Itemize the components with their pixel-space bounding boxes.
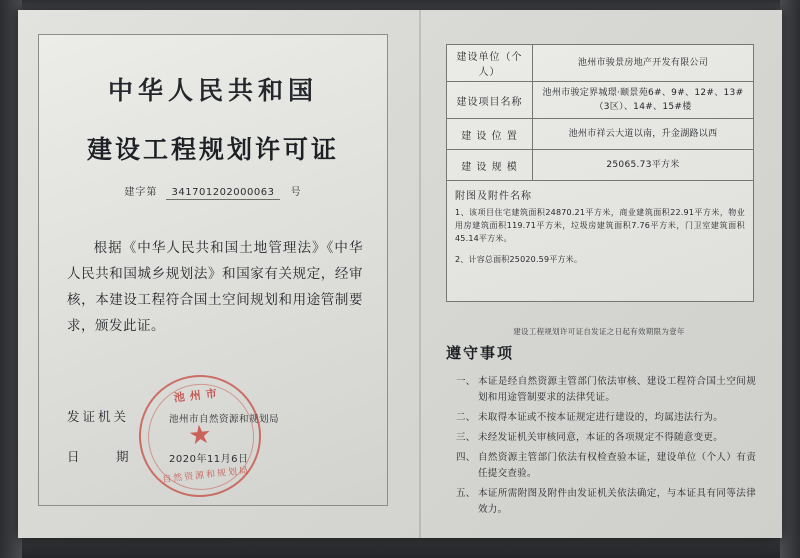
row-value: 池州市祥云大道以南，升金湖路以西 (568, 129, 718, 139)
row-label: 建设单位（个人） (447, 45, 533, 81)
issuer-value: 池州市自然资源和规划局 (169, 414, 280, 425)
permit-number-value: 341701202000063 (166, 187, 281, 200)
rule-text: 未经发证机关审核同意，本证的各项规定不得随意变更。 (478, 432, 724, 443)
attachment-header: 附图及附件名称 (455, 191, 532, 202)
page-fold-line (419, 10, 421, 538)
table-row (447, 82, 753, 119)
date-value: 2020年11月6日 (169, 454, 249, 465)
document-right-page (422, 26, 774, 522)
list-item (456, 410, 756, 426)
row-value: 池州市骏定界城璟·颐景苑6#、9#、12#、13#（3区）、14#、15#楼 (542, 88, 744, 112)
table-row (447, 119, 753, 150)
issuer-label: 发证机关 (67, 409, 130, 424)
permit-number-row (39, 183, 387, 198)
rule-number: 一、 (456, 376, 476, 387)
star-icon: ★ (186, 419, 214, 452)
page-title: 建设工程规划许可证 (86, 135, 339, 164)
legal-basis-text: 根据《中华人民共和国土地管理法》《中华人民共和国城乡规划法》和国家有关规定，经审核，本建设工程符合国土空间规划和用途管制要求，颁发此证。 (67, 240, 363, 334)
row-label: 建 设 位 置 (447, 119, 533, 149)
left-page-border (38, 34, 388, 506)
list-item (456, 486, 756, 518)
rule-text: 本证所需附图及附件由发证机关依法确定，与本证具有同等法律效力。 (478, 488, 756, 515)
rule-number: 四、 (456, 452, 476, 463)
rule-number: 二、 (456, 412, 476, 423)
document-left-page (30, 26, 400, 522)
row-value: 25065.73平方米 (606, 160, 680, 170)
row-value: 池州市骏景房地产开发有限公司 (577, 58, 709, 68)
rule-text: 本证是经自然资源主管部门依法审核、建设工程符合国土空间规划和用途管制要求的法律凭证。 (478, 376, 756, 403)
rules-list (456, 374, 756, 522)
permit-number-prefix: 建字第 (124, 187, 158, 198)
table-row (447, 45, 753, 82)
permit-document (18, 10, 782, 538)
list-item (456, 374, 756, 406)
row-label: 建 设 规 模 (447, 150, 533, 180)
attachment-cell (447, 181, 753, 302)
list-item (456, 430, 756, 446)
list-item (456, 450, 756, 482)
rule-text: 未取得本证或不按本证规定进行建设的，均属违法行为。 (478, 412, 724, 423)
background-right (780, 0, 800, 558)
rules-title: 遵守事项 (446, 344, 515, 362)
permit-number-suffix: 号 (290, 187, 302, 198)
rule-number: 五、 (456, 488, 476, 499)
seal-top-text: 池州市 (173, 386, 223, 405)
official-seal (133, 369, 267, 503)
project-info-table (446, 44, 754, 302)
nation-title: 中华人民共和国 (107, 76, 318, 105)
attachment-line-1: 1、该项目住宅建筑面积24870.21平方米，商业建筑面积22.91平方米，物业用房建筑面积119.71平方米，垃圾房建筑面积7.76平方米，门卫室建筑面积45.14平方米。 (455, 208, 745, 243)
rule-number: 三、 (456, 432, 476, 443)
legal-basis-paragraph (67, 235, 363, 339)
attachment-line-2: 2、计容总面积25020.59平方米。 (455, 255, 583, 264)
row-label: 建设项目名称 (447, 82, 533, 118)
seal-bottom-text: 自然资源和规划局 (161, 465, 251, 486)
validity-note: 建设工程规划许可证自发证之日起有效期限为壹年 (513, 327, 685, 336)
rule-text: 自然资源主管部门依法有权检查验本证，建设单位（个人）有责任提交查验。 (478, 452, 756, 479)
date-label: 日 期 (67, 449, 141, 464)
table-row (447, 150, 753, 181)
